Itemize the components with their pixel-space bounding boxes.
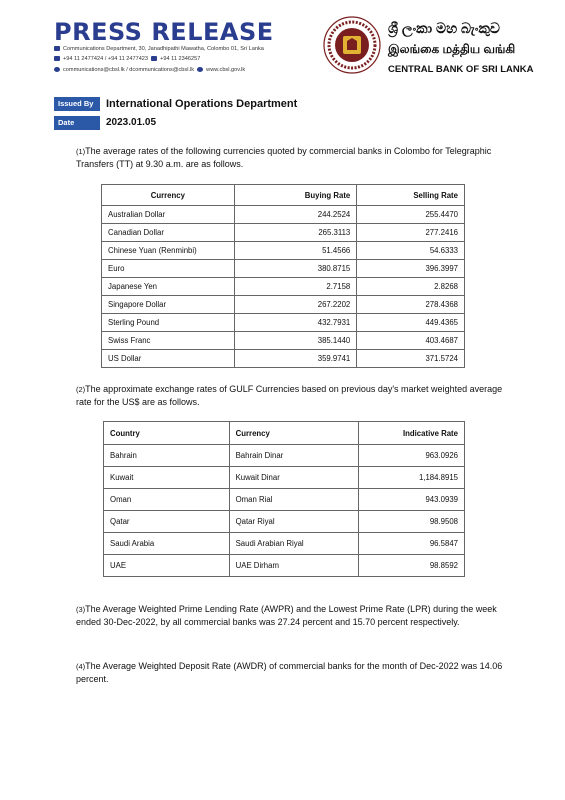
table-row xyxy=(104,511,465,533)
bank-name-english: CENTRAL BANK OF SRI LANKA xyxy=(388,64,534,75)
phone-icon xyxy=(54,56,60,61)
table-cell: 396.3997 xyxy=(357,260,465,278)
table-cell: Australian Dollar xyxy=(102,206,235,224)
table-cell: Japanese Yen xyxy=(102,278,235,296)
table-cell: 380.8715 xyxy=(234,260,357,278)
table-cell: 51.4566 xyxy=(234,242,357,260)
email-line: communications@cbsl.lk / dcommunications@cbsl.lk www.cbsl.gov.lk xyxy=(54,67,245,73)
table-row xyxy=(104,467,465,489)
table-row xyxy=(104,555,465,577)
table-row xyxy=(102,260,465,278)
table-cell: 96.5847 xyxy=(359,533,465,555)
table-row xyxy=(102,314,465,332)
table-cell: Qatar xyxy=(104,511,230,533)
bank-name-sinhala: ශ්‍රී ලංකා මහ බැංකුව xyxy=(388,20,500,36)
table-cell: Kuwait Dinar xyxy=(229,467,359,489)
fax-icon xyxy=(151,56,157,61)
table-cell: 943.0939 xyxy=(359,489,465,511)
table-cell: 449.4365 xyxy=(357,314,465,332)
table-cell: 54.6333 xyxy=(357,242,465,260)
table-row xyxy=(102,278,465,296)
table-cell: 963.0926 xyxy=(359,445,465,467)
table-cell: Bahrain xyxy=(104,445,230,467)
table-row xyxy=(102,332,465,350)
table-row xyxy=(102,296,465,314)
table-cell: Saudi Arabia xyxy=(104,533,230,555)
table-cell: 267.2202 xyxy=(234,296,357,314)
table-row xyxy=(104,533,465,555)
table-cell: Chinese Yuan (Renminbi) xyxy=(102,242,235,260)
table-cell: Singapore Dollar xyxy=(102,296,235,314)
table-cell: 359.9741 xyxy=(234,350,357,368)
table-row xyxy=(104,489,465,511)
table-row xyxy=(102,224,465,242)
column-header: Indicative Rate xyxy=(359,422,465,445)
table-cell: Swiss Franc xyxy=(102,332,235,350)
address-line: Communications Department, 30, Janadhipathi Mawatha, Colombo 01, Sri Lanka xyxy=(54,46,264,52)
table-cell: 255.4470 xyxy=(357,206,465,224)
press-release-title: PRESS RELEASE xyxy=(54,18,274,46)
table-cell: Saudi Arabian Riyal xyxy=(229,533,359,555)
central-bank-emblem-icon xyxy=(323,16,381,74)
table-cell: UAE xyxy=(104,555,230,577)
table-cell: Kuwait xyxy=(104,467,230,489)
currency-rates-table xyxy=(101,184,465,368)
table-cell: 244.2524 xyxy=(234,206,357,224)
email-icon xyxy=(54,67,60,72)
paragraph-4: (4)The Average Weighted Deposit Rate (AWDR) of commercial banks for the month of Dec-2022 was 14.06 percent. xyxy=(76,661,503,684)
table-cell: Bahrain Dinar xyxy=(229,445,359,467)
issued-by-value: International Operations Department xyxy=(106,98,298,110)
paragraph-1: (1)The average rates of the following currencies quoted by commercial banks in Colombo for Telegraphic Transfers (TT) at 9.30 a.m. are as follows. xyxy=(76,146,492,169)
table-cell: US Dollar xyxy=(102,350,235,368)
table-cell: 277.2416 xyxy=(357,224,465,242)
table-cell: Euro xyxy=(102,260,235,278)
column-header: Currency xyxy=(229,422,359,445)
date-value: 2023.01.05 xyxy=(106,117,157,128)
table-row xyxy=(102,242,465,260)
table-cell: 371.5724 xyxy=(357,350,465,368)
table-cell: Canadian Dollar xyxy=(102,224,235,242)
phone-line: +94 11 2477424 / +94 11 2477423 +94 11 2346257 xyxy=(54,56,200,62)
web-icon xyxy=(197,67,203,72)
table-cell: 2.7158 xyxy=(234,278,357,296)
gulf-rates-table xyxy=(103,421,465,577)
table-cell: Qatar Riyal xyxy=(229,511,359,533)
table-header-row xyxy=(104,422,465,445)
header xyxy=(0,0,565,90)
table-cell: 2.8268 xyxy=(357,278,465,296)
table-cell: Oman xyxy=(104,489,230,511)
table-cell: Oman Rial xyxy=(229,489,359,511)
table-cell: 98.8592 xyxy=(359,555,465,577)
table-row xyxy=(104,445,465,467)
table-cell: Sterling Pound xyxy=(102,314,235,332)
issued-by-label: Issued By xyxy=(54,97,100,111)
column-header: Buying Rate xyxy=(234,185,357,206)
column-header: Country xyxy=(104,422,230,445)
building-icon xyxy=(54,46,60,51)
table-header-row xyxy=(102,185,465,206)
table-cell: 98.9508 xyxy=(359,511,465,533)
table-cell: 432.7931 xyxy=(234,314,357,332)
table-cell: 385.1440 xyxy=(234,332,357,350)
column-header: Selling Rate xyxy=(357,185,465,206)
paragraph-3: (3)The Average Weighted Prime Lending Rate (AWPR) and the Lowest Prime Rate (LPR) during the week ended 30-Dec-2022, by all commercial banks was 27.24 percent and 15.70 percent respectively. xyxy=(76,604,497,627)
table-cell: 278.4368 xyxy=(357,296,465,314)
column-header: Currency xyxy=(102,185,235,206)
table-cell: 265.3113 xyxy=(234,224,357,242)
table-row xyxy=(102,350,465,368)
table-cell: 403.4687 xyxy=(357,332,465,350)
table-row xyxy=(102,206,465,224)
bank-name-tamil: இலங்கை மத்திய வங்கி xyxy=(388,42,516,56)
table-cell: UAE Dirham xyxy=(229,555,359,577)
paragraph-2: (2)The approximate exchange rates of GULF Currencies based on previous day's market weighted average rate for the US$ are as follows. xyxy=(76,384,503,407)
date-label: Date xyxy=(54,116,100,130)
table-cell: 1,184.8915 xyxy=(359,467,465,489)
